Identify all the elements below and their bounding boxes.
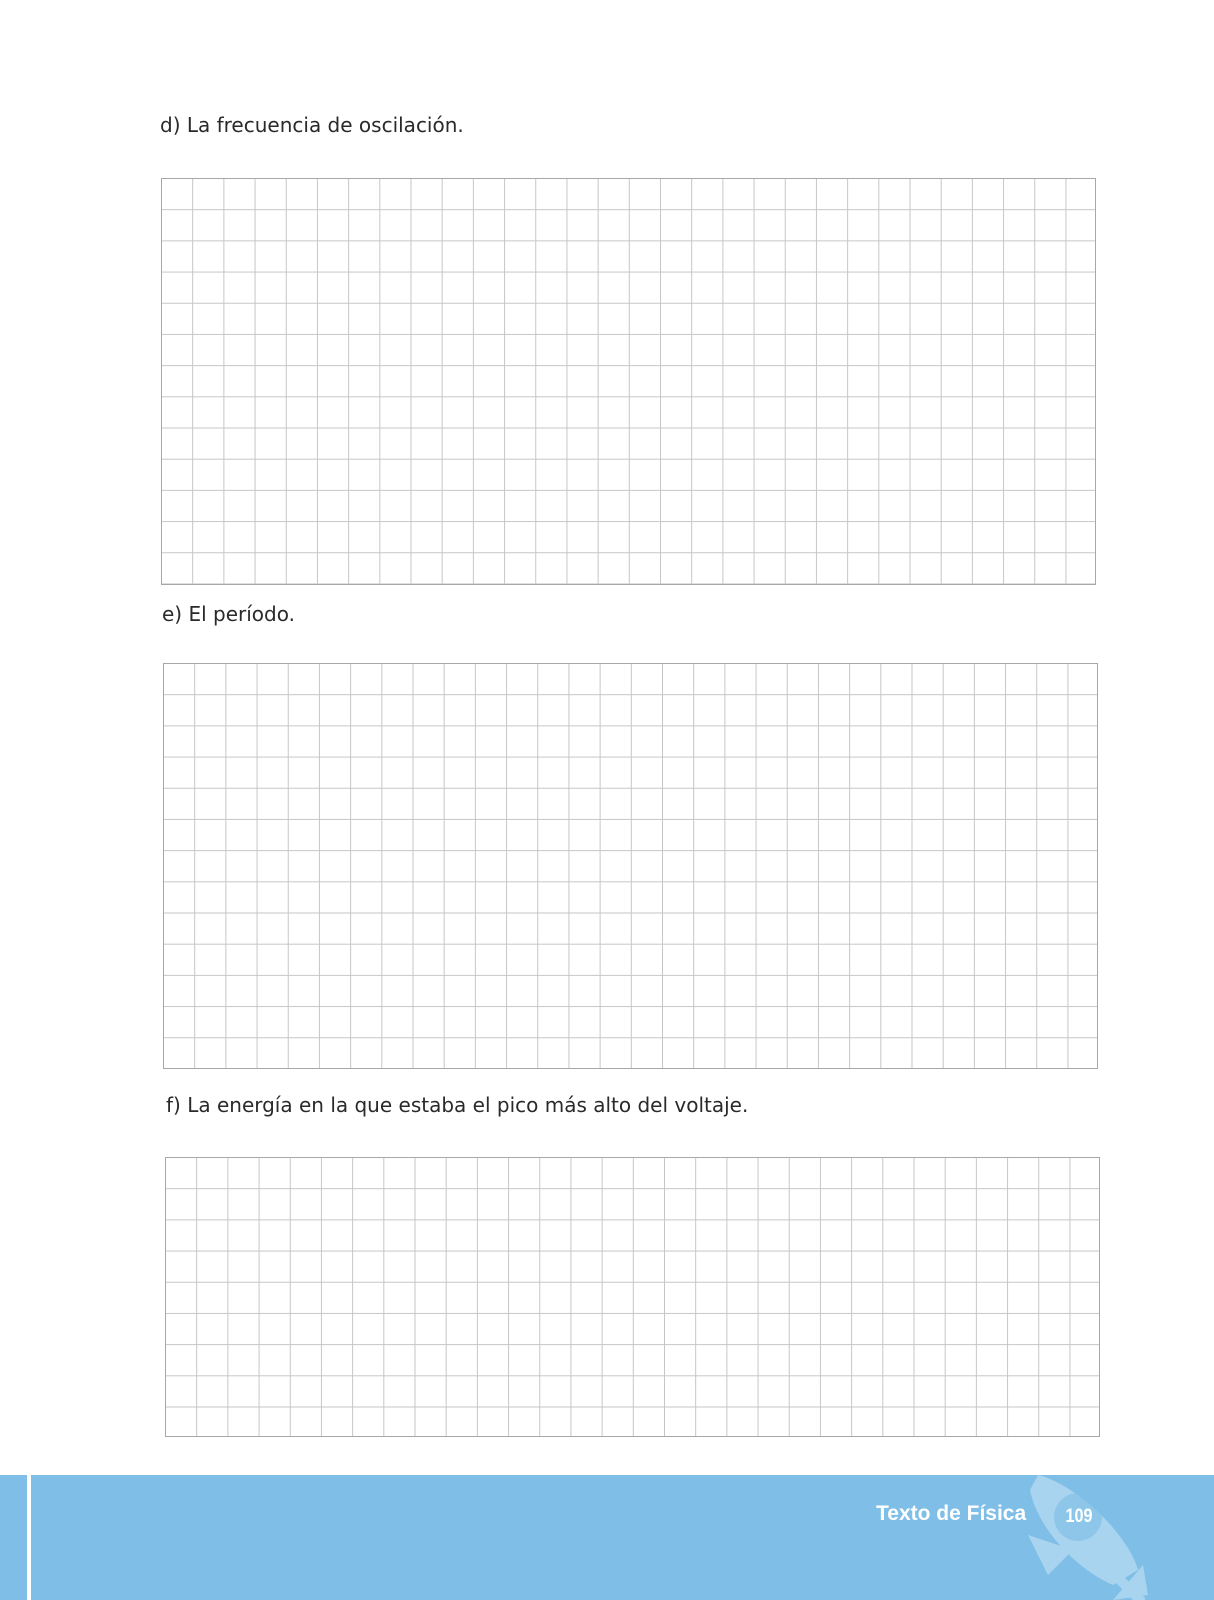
answer-grid-f[interactable]	[165, 1157, 1100, 1437]
question-f-label: f) La energía en la que estaba el pico más alto del voltaje.	[166, 1093, 749, 1117]
page-footer	[0, 1475, 1214, 1600]
answer-grid-d[interactable]	[161, 178, 1096, 585]
answer-grid-e[interactable]	[163, 663, 1098, 1069]
rocket-icon	[1018, 1475, 1214, 1600]
page-number: 109	[1065, 1506, 1093, 1527]
question-d-label: d) La frecuencia de oscilación.	[160, 113, 464, 137]
footer-book-title: Texto de Física	[876, 1502, 1027, 1525]
footer-stripe	[27, 1475, 31, 1600]
question-e-label: e) El período.	[162, 602, 295, 626]
